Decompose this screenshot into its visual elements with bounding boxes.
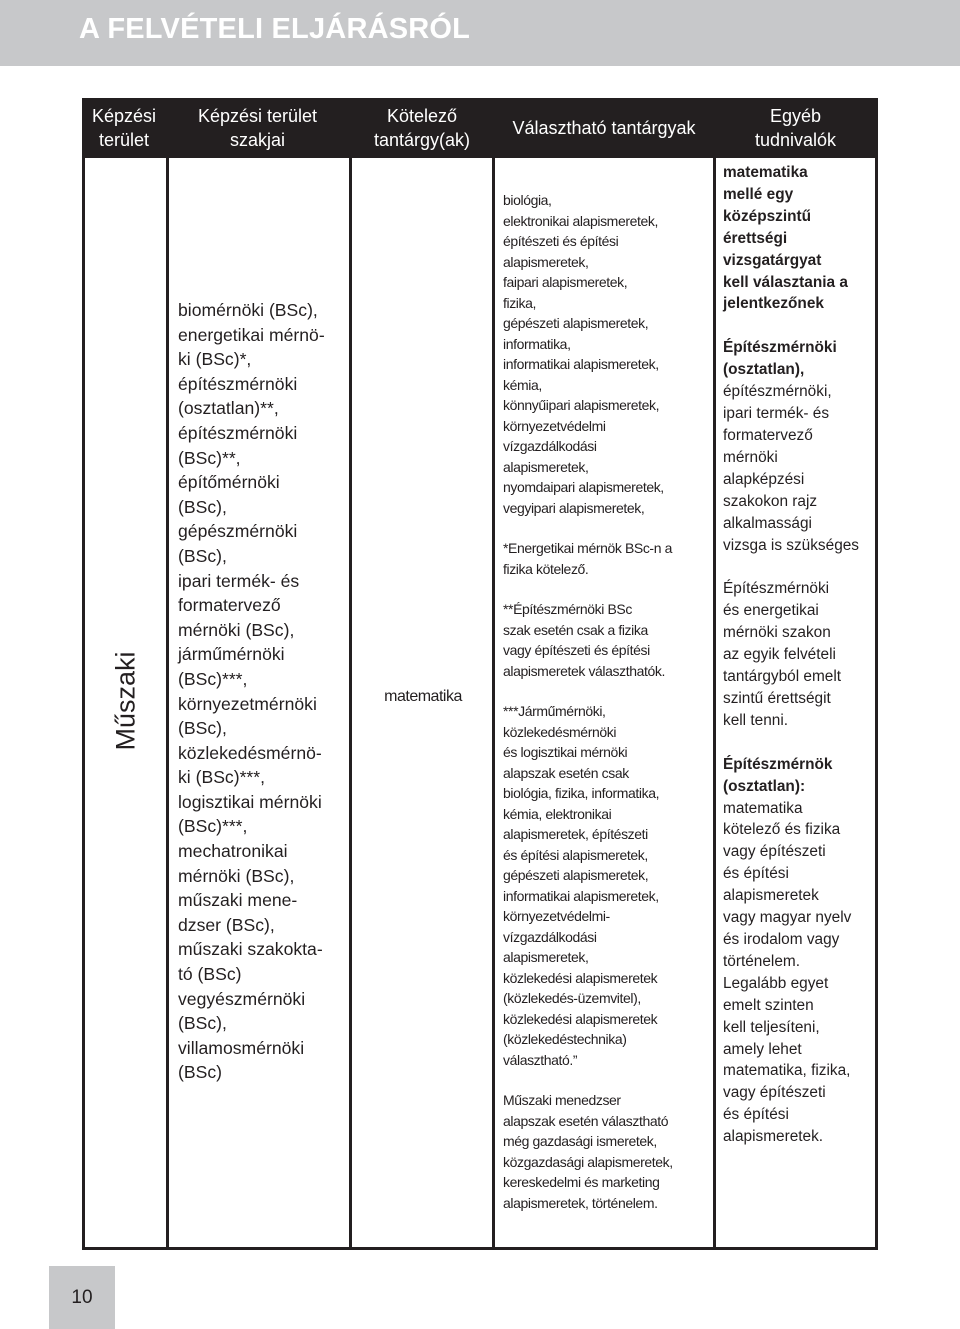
major-line: dzser (BSc), [178, 914, 275, 935]
info-line: Építészmérnöki [723, 580, 830, 598]
optional-note-line: környezetvédelmi- [503, 908, 610, 924]
major-line: közlekedésmérnö- [178, 742, 322, 763]
major-line: mérnöki (BSc), [178, 865, 295, 886]
major-line: energetikai mérnö- [178, 324, 325, 345]
table-border-bottom [82, 1247, 878, 1250]
major-line: (BSc), [178, 1013, 227, 1034]
info-line: kell tenni. [723, 711, 789, 729]
info-line: formatervező [723, 426, 813, 444]
info-line: vizsga is szükséges [723, 536, 860, 554]
info-line: középszintű [723, 207, 812, 225]
optional-line: könnyűipari alapismeretek, [503, 397, 660, 413]
info-line: vagy magyar nyelv [723, 909, 852, 927]
info-line: kötelező és fizika [723, 821, 841, 839]
optional-note-line: és logisztikai mérnöki [503, 744, 628, 760]
info-line: jelentkezőnek [723, 295, 824, 313]
table-row [82, 158, 878, 1250]
major-line: villamosmérnöki [178, 1037, 305, 1058]
info-line: matematika [723, 799, 803, 817]
optional-note-line: választható.” [503, 1051, 578, 1068]
optional-note-line: gépészeti alapismeretek, [503, 867, 649, 883]
info-line: vagy építészeti [723, 843, 826, 861]
major-line: tó (BSc) [178, 964, 242, 985]
major-line: ipari termék- és [178, 570, 300, 591]
info-line: és energetikai [723, 602, 819, 620]
info-line: emelt szinten [723, 996, 814, 1014]
optional-note-line: alapszak esetén csak [503, 764, 629, 781]
optional-line: biológia, [503, 192, 552, 208]
major-line: (BSc)***, [178, 816, 248, 837]
header-info: Egyéb tudnivalók [754, 106, 837, 150]
area-label: Műszaki [110, 651, 141, 751]
optional-note-line: szak esetén csak a fizika [503, 621, 648, 638]
major-line: építészmérnöki [178, 373, 298, 394]
info-line: alapképzési [723, 470, 805, 488]
optional-note-line: még gazdasági ismeretek, [503, 1133, 657, 1149]
major-line: műszaki mene- [178, 890, 298, 911]
major-line: járműmérnöki [178, 644, 285, 665]
info-line: (osztatlan), [723, 361, 805, 379]
optional-line: nyomdaipari alapismeretek, [503, 479, 664, 495]
info-line: amely lehet [723, 1040, 802, 1058]
major-line: logisztikai mérnöki [178, 791, 322, 812]
optional-note-line: (közlekedéstechnika) [503, 1031, 627, 1047]
optional-note-line: közgazdasági alapismeretek, [503, 1153, 673, 1170]
optional-line: fizika, [503, 294, 536, 311]
info-line: az egyik felvételi [723, 646, 836, 664]
major-line: környezetmérnöki [178, 693, 317, 714]
optional-note-line: fizika kötelező. [503, 560, 589, 577]
header-required: Kötelező tantárgy(ak) [373, 106, 471, 150]
top-banner [0, 0, 960, 66]
info-line: történelem. [723, 952, 800, 970]
info-line: Építészmérnök [723, 755, 833, 773]
optional-note-line: alapszak esetén választható [503, 1112, 669, 1129]
required-subject: matematika [384, 688, 462, 705]
info-line: szintű érettségit [723, 689, 831, 707]
page-number: 10 [49, 1266, 115, 1329]
other-info [723, 162, 875, 1148]
optional-note-line: kereskedelmi és marketing [503, 1174, 660, 1190]
major-line: (BSc), [178, 718, 227, 739]
major-line: formatervező [178, 595, 281, 616]
admission-table [82, 98, 878, 1250]
optional-note-line: biológia, fizika, informatika, [503, 785, 660, 801]
optional-line: informatika, [503, 335, 571, 352]
optional-line: vegyipari alapismeretek, [503, 499, 645, 516]
header-area: Képzési terület [91, 106, 157, 150]
majors-list [178, 298, 348, 1085]
major-line: építészmérnöki [178, 422, 298, 443]
area-cell [82, 158, 166, 1250]
optional-note-line: **Építészmérnöki BSc [503, 601, 632, 617]
info-line: szakokon rajz [723, 492, 818, 510]
info-line: kell választania a [723, 273, 848, 291]
info-line: vizsgatárgyat [723, 251, 822, 269]
info-line: matematika [723, 164, 808, 181]
major-line: (BSc), [178, 545, 227, 566]
major-line: (BSc) [178, 1062, 222, 1083]
header-optional: Választható tantárgyak [512, 118, 696, 138]
info-line: (osztatlan): [723, 777, 806, 795]
column-divider [713, 158, 716, 1250]
optional-line: informatikai alapismeretek, [503, 356, 659, 372]
info-line: és építési [723, 865, 789, 883]
major-line: (osztatlan)**, [178, 398, 279, 419]
major-line: ki (BSc)*, [178, 349, 252, 370]
optional-note-line: vagy építészeti és építési [503, 642, 650, 658]
optional-line: gépészeti alapismeretek, [503, 315, 649, 331]
optional-note-line: közlekedési alapismeretek [503, 1010, 658, 1027]
info-line: ipari termék- és [723, 405, 830, 423]
info-line: alapismeretek [723, 887, 819, 905]
optional-line: környezetvédelmi [503, 417, 606, 434]
info-line: alkalmassági [723, 514, 812, 532]
column-divider [166, 158, 169, 1250]
info-line: és építési [723, 1106, 789, 1124]
major-line: mechatronikai [178, 841, 288, 862]
optional-line: kémia, [503, 376, 542, 393]
info-line: érettségi [723, 229, 788, 247]
optional-note-line: alapismeretek, építészeti [503, 826, 648, 842]
info-line: mellé egy [723, 185, 794, 203]
major-line: (BSc)**, [178, 447, 241, 468]
table-border-right [875, 158, 878, 1250]
info-line: mérnöki szakon [723, 624, 831, 642]
optional-line: elektronikai alapismeretek, [503, 212, 658, 229]
major-line: (BSc), [178, 496, 227, 517]
optional-line: faipari alapismeretek, [503, 274, 628, 290]
info-line: mérnöki [723, 448, 778, 466]
info-line: tantárgyból emelt [723, 668, 842, 686]
optional-note-line: alapismeretek választhatók. [503, 662, 665, 679]
major-line: műszaki szakokta- [178, 939, 323, 960]
major-line: mérnöki (BSc), [178, 619, 295, 640]
major-line: biomérnöki (BSc), [178, 300, 318, 320]
optional-note-line: Műszaki menedzser [503, 1092, 621, 1108]
info-line: vagy építészeti [723, 1084, 826, 1102]
optional-note-line: kémia, elektronikai [503, 805, 612, 822]
optional-line: vízgazdálkodási [503, 438, 597, 454]
optional-note-line: alapismeretek, történelem. [503, 1194, 658, 1211]
major-line: ki (BSc)***, [178, 767, 266, 788]
major-line: (BSc)***, [178, 668, 248, 689]
optional-note-line: vízgazdálkodási [503, 928, 597, 945]
major-line: építőmérnöki [178, 472, 280, 493]
info-line: alapismeretek. [723, 1128, 824, 1146]
optional-note-line: *Energetikai mérnök BSc-n a [503, 540, 672, 556]
info-line: matematika, fizika, [723, 1062, 851, 1080]
optional-note-line: és építési alapismeretek, [503, 846, 648, 863]
optional-subjects [503, 190, 709, 1213]
table-header-row [82, 98, 878, 158]
optional-note-line: ***Járműmérnöki, [503, 703, 606, 719]
major-line: vegyészmérnöki [178, 988, 306, 1009]
optional-note-line: informatikai alapismeretek, [503, 887, 659, 904]
info-line: Legalább egyet [723, 974, 829, 992]
info-line: Építészmérnöki [723, 339, 837, 357]
optional-line: alapismeretek, [503, 458, 589, 475]
optional-note-line: közlekedési alapismeretek [503, 969, 658, 986]
major-line: gépészmérnöki [178, 521, 298, 542]
optional-note-line: alapismeretek, [503, 949, 589, 965]
section-title: A FELVÉTELI ELJÁRÁSRÓL [79, 13, 471, 45]
info-line: és irodalom vagy [723, 931, 840, 948]
info-line: építészmérnöki, [723, 383, 832, 401]
header-majors: Képzési terület szakjai [197, 106, 318, 150]
optional-note-line: közlekedésmérnöki [503, 723, 617, 740]
info-line: kell teljesíteni, [723, 1018, 820, 1036]
optional-note-line: (közlekedés-üzemvitel), [503, 990, 641, 1006]
optional-line: alapismeretek, [503, 253, 589, 270]
optional-line: építészeti és építési [503, 233, 619, 249]
